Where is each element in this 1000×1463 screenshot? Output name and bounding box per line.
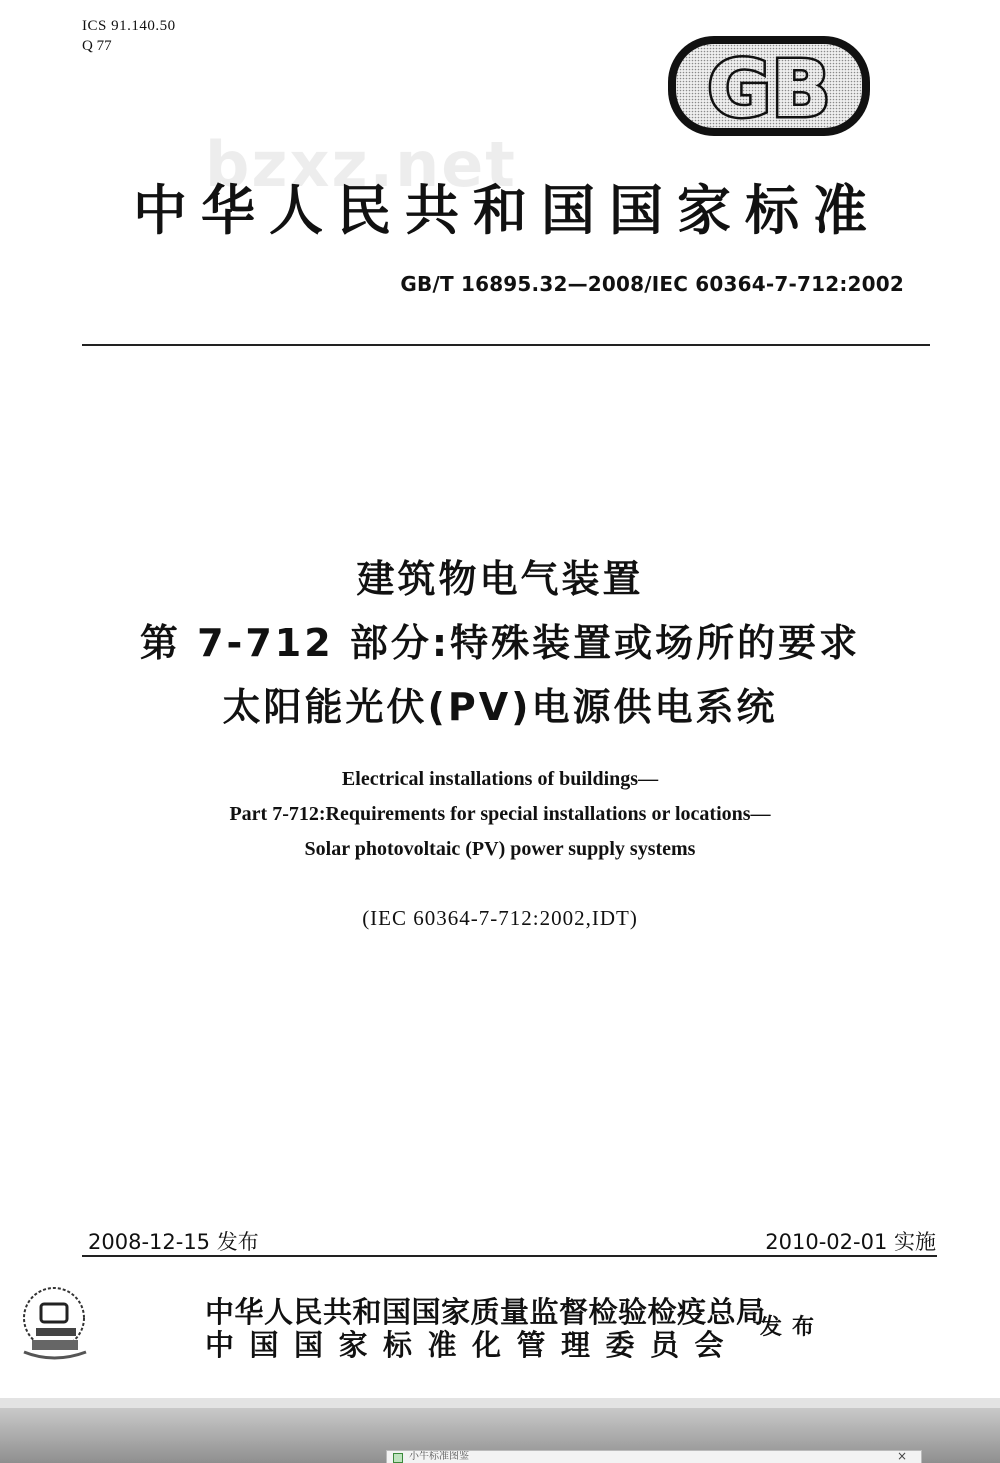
- press-seal-icon: [14, 1280, 94, 1364]
- bottom-divider: [82, 1255, 937, 1257]
- issuer-aqsiq: 中华人民共和国国家质量监督检验检疫总局: [205, 1297, 766, 1329]
- english-title-line-2: Part 7-712:Requirements for special installations or locations—: [229, 803, 771, 825]
- document-icon: [393, 1453, 403, 1463]
- standard-number: GB/T 16895.32—2008/IEC 60364-7-712:2002: [400, 272, 904, 296]
- viewer-tab-label: 小牛标准图鉴: [409, 1451, 469, 1462]
- ics-code: ICS 91.140.50: [82, 18, 176, 34]
- national-standard-title: 中华人民共和国国家标准: [133, 181, 881, 241]
- top-divider: [82, 344, 930, 346]
- chinese-title-line-3: 太阳能光伏(PV)电源供电系统: [222, 685, 778, 729]
- gb-logo-text: GB: [707, 45, 831, 135]
- watermark: bzxz.net: [205, 128, 517, 201]
- implementation-date: 2010-02-01 实施: [765, 1230, 936, 1254]
- equivalence-note: (IEC 60364-7-712:2002,IDT): [362, 906, 638, 930]
- publish-label: 发布: [760, 1314, 825, 1339]
- close-icon[interactable]: ×: [896, 1450, 907, 1463]
- chinese-title-line-1: 建筑物电气装置: [356, 557, 644, 601]
- classification-code: Q 77: [82, 38, 112, 54]
- english-title-line-1: Electrical installations of buildings—: [341, 768, 659, 790]
- chinese-title-line-2: 第 7-712 部分:特殊装置或场所的要求: [139, 621, 861, 665]
- gb-logo: [664, 32, 874, 140]
- issue-date: 2008-12-15 发布: [88, 1230, 259, 1254]
- issuer-sac: 中国国家标准化管理委员会: [205, 1330, 740, 1362]
- viewer-tab[interactable]: [386, 1450, 922, 1463]
- english-title-line-3: Solar photovoltaic (PV) power supply systems: [304, 838, 696, 860]
